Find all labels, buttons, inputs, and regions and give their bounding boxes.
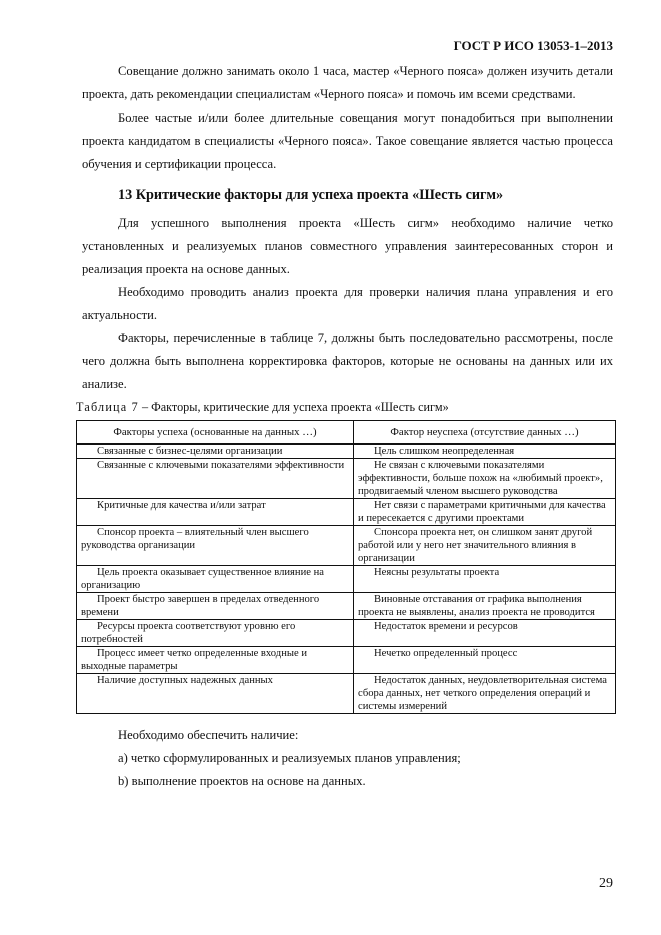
list-intro: Необходимо обеспечить наличие: bbox=[118, 728, 299, 742]
table-cell: Связанные с ключевыми показателями эффективности bbox=[77, 459, 354, 499]
table-cell: Цель слишком неопределенная bbox=[354, 444, 616, 459]
section-title: 13 Критические факторы для успеха проекта «Шесть сигм» bbox=[118, 187, 504, 203]
column-header-success: Факторы успеха (основанные на данных …) bbox=[77, 421, 354, 445]
list-item: b) выполнение проектов на основе на данных. bbox=[118, 774, 366, 788]
table-row bbox=[77, 444, 616, 459]
table-caption-text: – Факторы, критические для успеха проекта «Шесть сигм» bbox=[138, 400, 449, 414]
table-row bbox=[77, 526, 616, 566]
table-row bbox=[77, 620, 616, 647]
table-cell: Спонсора проекта нет, он слишком занят другой работой или у него нет значительного влияния в организации bbox=[354, 526, 616, 566]
table-cell: Ресурсы проекта соответствуют уровню его потребностей bbox=[77, 620, 354, 647]
table-cell: Цель проекта оказывает существенное влияние на организацию bbox=[77, 566, 354, 593]
table-cell: Связанные с бизнес-целями организации bbox=[77, 444, 354, 459]
table-cell: Недостаток времени и ресурсов bbox=[354, 620, 616, 647]
list-item: a) четко сформулированных и реализуемых планов управления; bbox=[118, 751, 461, 765]
paragraph: Для успешного выполнения проекта «Шесть сигм» необходимо наличие четко установленных и реализуемых планов совместного управления заинтересованных сторон и реализация проекта на основе данных. bbox=[82, 216, 613, 276]
table-row bbox=[77, 647, 616, 674]
table-caption-label: Таблица 7 bbox=[76, 400, 139, 414]
table-cell: Виновные отставания от графика выполнения проекта не выявлены, анализ проекта не проводится bbox=[354, 593, 616, 620]
factors-table bbox=[76, 420, 616, 714]
document-header: ГОСТ Р ИСО 13053-1–2013 bbox=[453, 38, 613, 53]
table-cell: Критичные для качества и/или затрат bbox=[77, 499, 354, 526]
table-row bbox=[77, 593, 616, 620]
paragraph: Необходимо проводить анализ проекта для проверки наличия плана управления и его актуальности. bbox=[82, 285, 613, 322]
table-row bbox=[77, 674, 616, 714]
requirements-list bbox=[82, 724, 613, 793]
table-cell: Спонсор проекта – влиятельный член высшего руководства организации bbox=[77, 526, 354, 566]
document-body bbox=[76, 60, 613, 793]
table-cell: Нет связи с параметрами критичными для качества и пересекается с другими проектами bbox=[354, 499, 616, 526]
paragraph: Более частые и/или более длительные совещания могут понадобиться при выполнении проекта кандидатом в специалисты «Черного пояса». Такое совещание является частью процесса обучения и сертификации процесса. bbox=[82, 111, 613, 171]
column-header-failure: Фактор неуспеха (отсутствие данных …) bbox=[354, 421, 616, 445]
table-cell: Неясны результаты проекта bbox=[354, 566, 616, 593]
table-cell: Нечетко определенный процесс bbox=[354, 647, 616, 674]
paragraph: Факторы, перечисленные в таблице 7, должны быть последовательно рассмотрены, после чего должна быть выполнена корректировка факторов, которые не основаны на данных или их анализе. bbox=[82, 331, 613, 391]
page-number: 29 bbox=[599, 876, 613, 891]
table-row bbox=[77, 566, 616, 593]
table-cell: Процесс имеет четко определенные входные и выходные параметры bbox=[77, 647, 354, 674]
table-header-row bbox=[77, 421, 616, 445]
table-caption bbox=[76, 398, 613, 416]
table-cell: Недостаток данных, неудовлетворительная система сбора данных, нет четкого определения операций и системы измерений bbox=[354, 674, 616, 714]
table-row bbox=[77, 459, 616, 499]
table-cell: Не связан с ключевыми показателями эффективности, больше похож на «любимый проект», продвигаемый членом высшего руководства bbox=[354, 459, 616, 499]
table-cell: Проект быстро завершен в пределах отведенного времени bbox=[77, 593, 354, 620]
table-row bbox=[77, 499, 616, 526]
paragraph: Совещание должно занимать около 1 часа, мастер «Черного пояса» должен изучить детали проекта, дать рекомендации специалистам «Черного пояса» и помочь им всеми средствами. bbox=[82, 64, 613, 101]
table-cell: Наличие доступных надежных данных bbox=[77, 674, 354, 714]
